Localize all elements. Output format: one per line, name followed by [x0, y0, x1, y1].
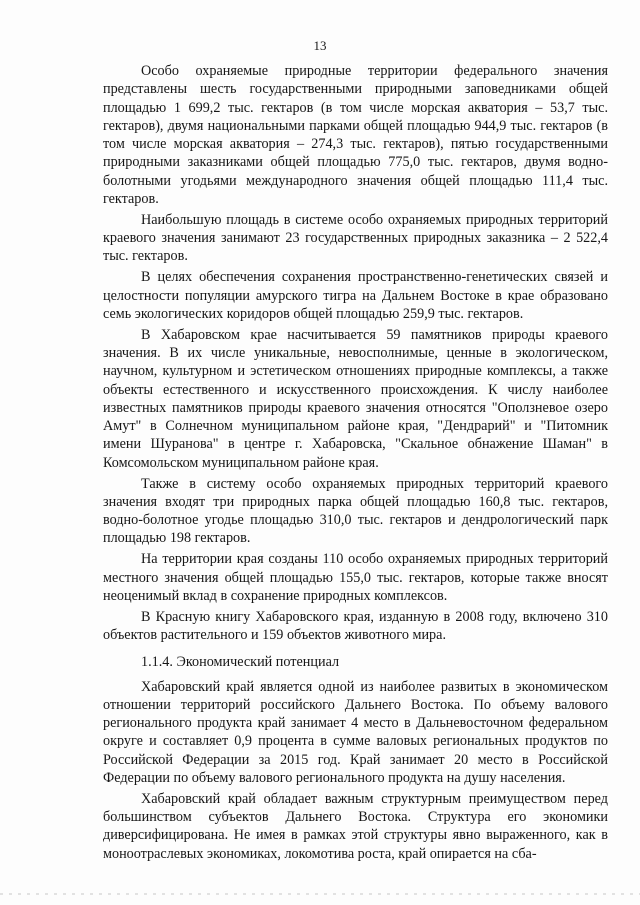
paragraph-regional-reserves: Наибольшую площадь в системе особо охраняемых природных территорий краевого значения занимают 23 государственных природных заказника – 2 522,4 тыс. гектаров. [103, 211, 608, 265]
paragraph-red-book: В Красную книгу Хабаровского края, изданную в 2008 году, включено 310 объектов растительного и 159 объектов животного мира. [103, 608, 608, 643]
paragraph-local-territories: На территории края созданы 110 особо охраняемых природных территорий местного значения общей площадью 155,0 тыс. гектаров, которые также вносят неоценимый вклад в сохранение природных комплексов. [103, 551, 608, 604]
paragraph-economic-structure: Хабаровский край обладает важным структурным преимуществом перед большинством субъектов Дальнего Востока. Структура его экономики диверсифицирована. Не имея в рамках этой структуры явно выраженного, как в моноотраслевых экономиках, локомотива роста, край опирается на сба- [103, 790, 608, 862]
page-number: 13 [313, 38, 327, 53]
scan-edge-artifact [0, 893, 640, 895]
section-heading-economic-potential: 1.1.4. Экономический потенциал [141, 654, 340, 671]
document-body [103, 62, 608, 865]
paragraph-federal-territories: Особо охраняемые природные территории федерального значения представлены шесть государственными природными заповедниками общей площадью 1 699,2 тыс. гектаров (в том числе морская акватория – 53,7 тыс. гектаров), двумя национальными парками общей площадью 944,9 тыс. гектаров (в том числе морская акватория – 274,3 тыс. гектаров), пятью государственными природными заказниками общей площадью 775,0 тыс. гектаров, двумя водно-болотными угодьями международного значения общей площадью 111,4 тыс. гектаров. [103, 63, 608, 208]
paragraph-economic-overview: Хабаровский край является одной из наиболее развитых в экономическом отношении территорий российского Дальнего Востока. По объему валового регионального продукта край занимает 4 место в Дальневосточном федеральном округе и составляет 0,9 процента в сумме валовых региональных продуктов по Российской Федерации за 2015 год. Край занимает 20 место в Российской Федерации по объему валового регионального продукта на душу населения. [103, 678, 608, 786]
paragraph-tiger-corridors: В целях обеспечения сохранения пространственно-генетических связей и целостности популяции амурского тигра на Дальнем Востоке в крае образовано семь экологических коридоров общей площадью 259,9 тыс. гектаров. [103, 269, 608, 322]
paragraph-natural-monuments: В Хабаровском крае насчитывается 59 памятников природы краевого значения. В их числе уникальные, невосполнимые, ценные в экологическом, научном, культурном и эстетическом отношениях природные комплексы, а также объекты естественного и искусственного происхождения. К числу наиболее известных памятников природы краевого значения относятся "Оползневое озеро Амут" в Солнечном муниципальном районе края, "Дендрарий" и "Питомник имени Шуранова" в центре г. Хабаровска, "Скальное обнажение Шаман" в Комсомольском муниципальном районе края. [103, 326, 608, 471]
paragraph-nature-parks: Также в систему особо охраняемых природных территорий краевого значения входят три природных парка общей площадью 160,8 тыс. гектаров, водно-болотное угодье площадью 310,0 тыс. гектаров и дендрологический парк площадью 198 гектаров. [103, 475, 608, 547]
